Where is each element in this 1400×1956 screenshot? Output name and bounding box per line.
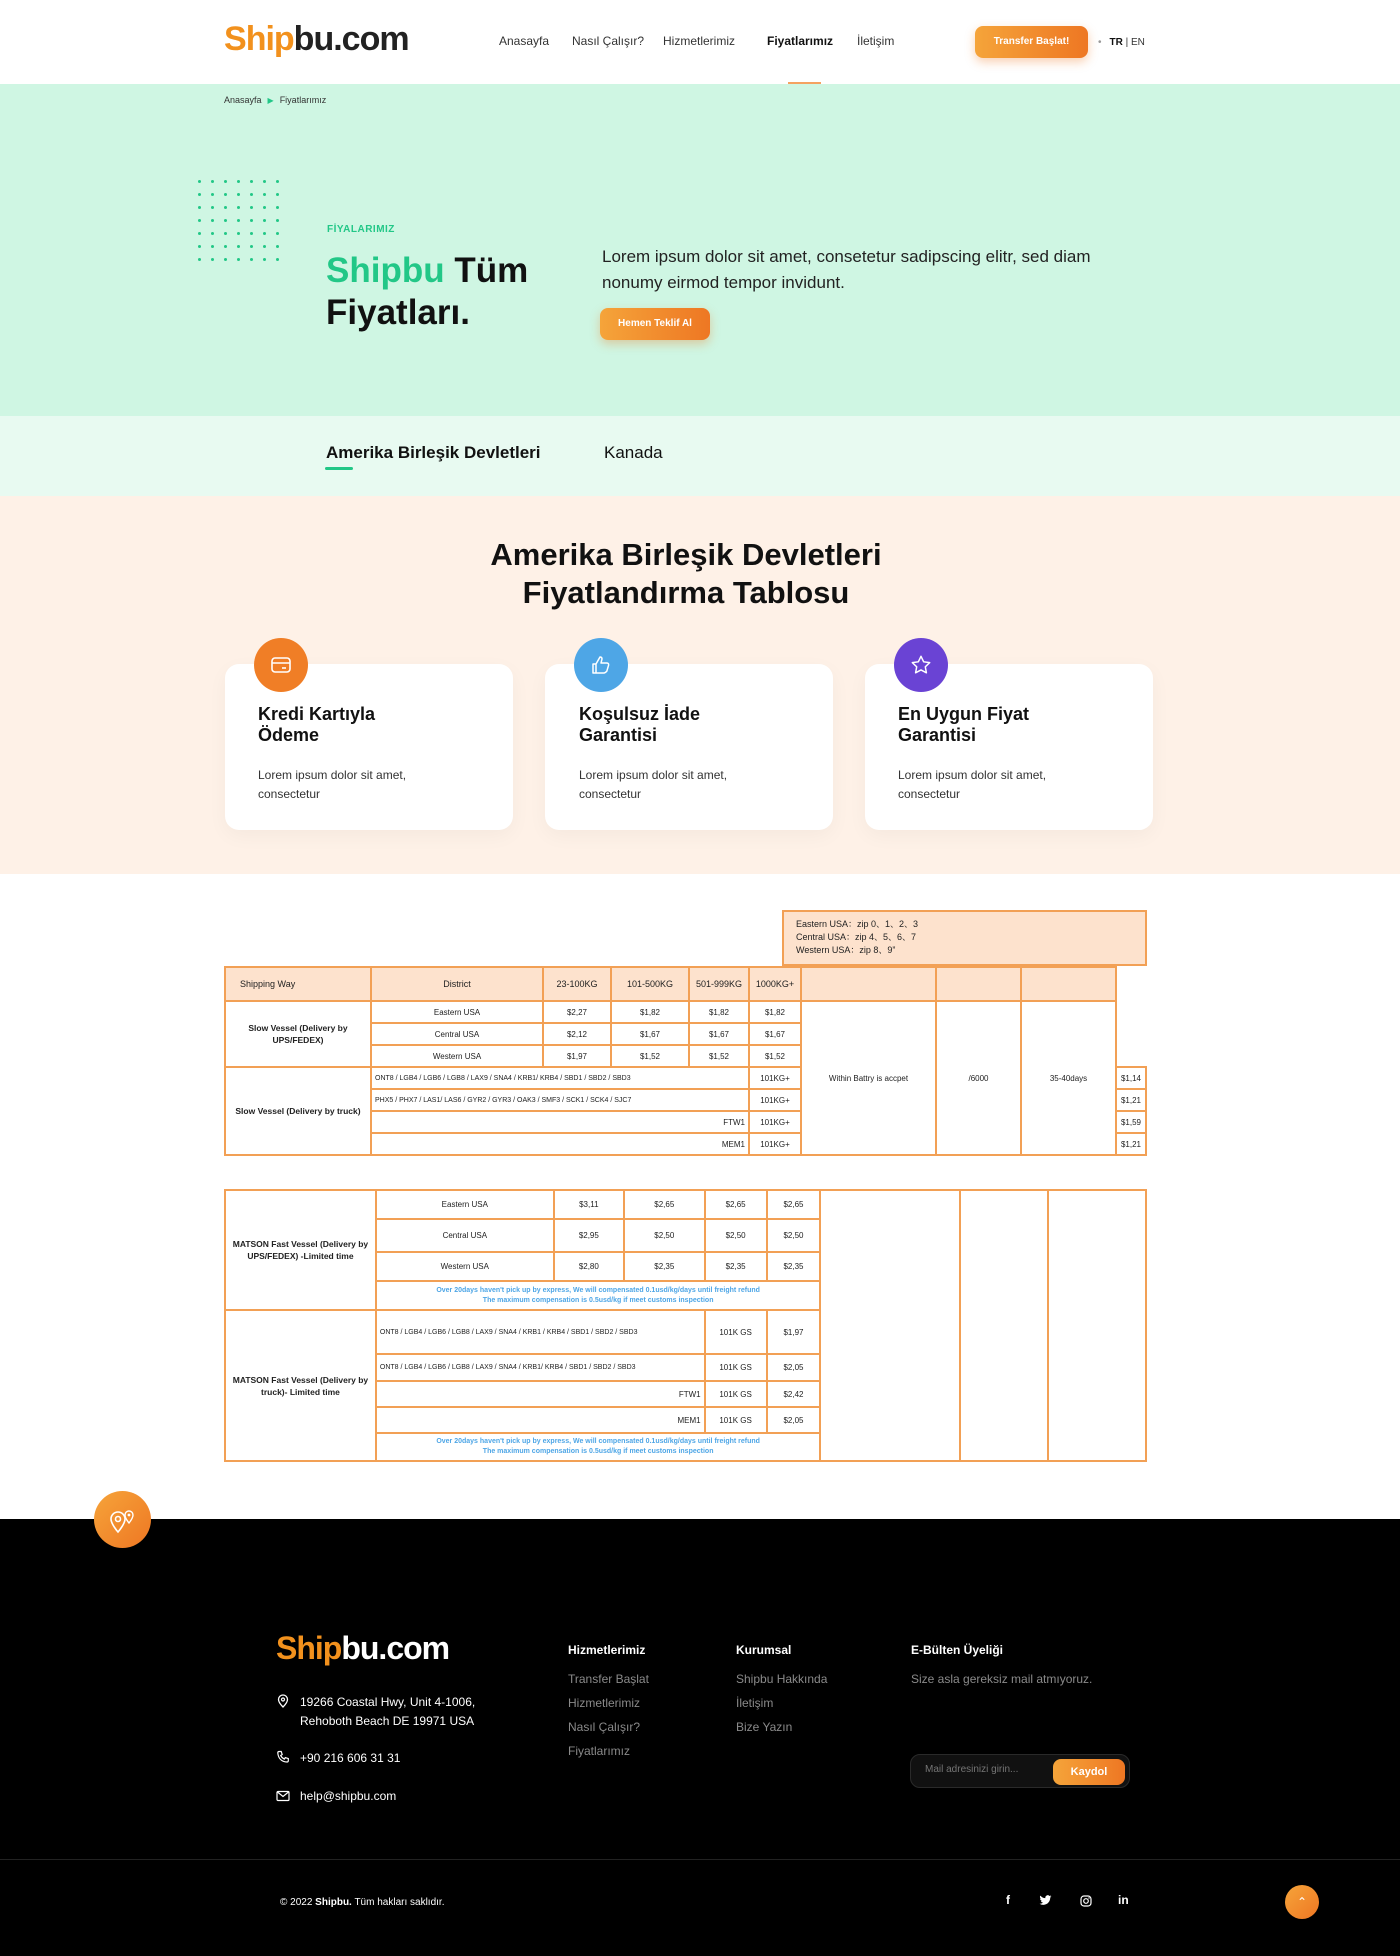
- chevron-up-icon: ⌃: [1296, 1895, 1308, 1909]
- table-cell: $2,50: [705, 1219, 767, 1252]
- site-footer: [0, 1519, 1400, 1956]
- pricing-title-line2: Fiyatlandırma Tablosu: [522, 575, 850, 610]
- table-cell: 101KG+: [749, 1133, 801, 1155]
- breadcrumb-home[interactable]: Anasayfa: [224, 95, 262, 105]
- decorative-dot: [237, 206, 240, 209]
- decorative-dot: [250, 219, 253, 222]
- table-cell: $2,35: [767, 1252, 821, 1281]
- feature-text-refund: Lorem ipsum dolor sit amet, consectetur: [579, 768, 728, 801]
- map-pin-icon: [108, 1506, 138, 1534]
- decorative-dot: [198, 180, 201, 183]
- tab-canada[interactable]: Kanada: [604, 443, 663, 462]
- footer-link-about[interactable]: Shipbu Hakkında: [736, 1672, 828, 1686]
- table-cell: $2,35: [624, 1252, 705, 1281]
- zip-zone-legend: [782, 910, 1147, 966]
- compensation-note: Over 20days haven't pick up by express, We will compensated 0.1usd/kg/days until freight refund The maximum compensation is 0.5usd/kg if meet customs inspection: [376, 1433, 820, 1461]
- decorative-dot: [211, 180, 214, 183]
- decorative-dot: [276, 232, 279, 235]
- star-icon: [894, 638, 948, 692]
- country-tabs: [0, 416, 1400, 496]
- hero-eyebrow: FİYALARIMIZ: [327, 224, 395, 235]
- table-cell: $2,27: [543, 1001, 611, 1023]
- logo-s: S: [224, 20, 246, 58]
- table-cell: 101KG+: [749, 1067, 801, 1089]
- feature-title-refund: Koşulsuz İade Garantisi: [579, 704, 701, 745]
- decorative-dot: [276, 180, 279, 183]
- header-shipping-way: Shipping Way: [225, 967, 371, 1001]
- table-cell: 101K GS: [705, 1310, 767, 1354]
- breadcrumb-current: Fiyatlarımız: [279, 95, 327, 105]
- table-cell: $1,82: [689, 1001, 749, 1023]
- table-cell: $1,67: [749, 1023, 801, 1045]
- table-cell: 101K GS: [705, 1354, 767, 1381]
- table-cell: $2,65: [705, 1190, 767, 1219]
- breadcrumb: [224, 95, 326, 105]
- footer-logo-s: S: [276, 1630, 297, 1666]
- lang-separator: |: [1122, 37, 1132, 48]
- decorative-dot: [250, 193, 253, 196]
- compensation-note: Over 20days haven't pick up by express, We will compensated 0.1usd/kg/days until freight refund The maximum compensation is 0.5usd/kg if meet customs inspection: [376, 1281, 820, 1310]
- table-cell: Eastern USA: [376, 1190, 554, 1219]
- footer-link-prices[interactable]: Fiyatlarımız: [568, 1744, 631, 1758]
- logo-bu: bu.com: [293, 20, 409, 58]
- table-cell: $1,59: [1116, 1111, 1146, 1133]
- table-cell: $1,52: [749, 1045, 801, 1067]
- header-1000kg: 1000KG+: [749, 967, 801, 1001]
- decorative-dot: [250, 232, 253, 235]
- volume-cell: /6000: [936, 1001, 1021, 1155]
- hero-title-rest: Tüm: [444, 251, 529, 290]
- language-switcher: [1098, 37, 1145, 48]
- decorative-dot: [276, 245, 279, 248]
- price-table-matson: [224, 1189, 1147, 1462]
- empty-cell: [1048, 1190, 1146, 1461]
- decorative-dot: [224, 245, 227, 248]
- header-23-100kg: 23-100KG: [543, 967, 611, 1001]
- feature-text-price: Lorem ipsum dolor sit amet, consectetur: [898, 768, 1047, 801]
- table-cell: $1,52: [689, 1045, 749, 1067]
- decorative-dot: [263, 245, 266, 248]
- newsletter-form: [910, 1754, 1130, 1788]
- table-cell: ONT8 / LGB4 / LGB6 / LGB8 / LAX9 / SNA4 / KRB1 / KRB4 / SBD1 / SBD2 / SBD3: [376, 1310, 705, 1354]
- table-cell: $1,97: [543, 1045, 611, 1067]
- table-cell: ONT8 / LGB4 / LGB6 / LGB8 / LAX9 / SNA4 / KRB1/ KRB4 / SBD1 / SBD2 / SBD3: [376, 1354, 705, 1381]
- empty-cell: [820, 1190, 960, 1461]
- footer-corporate-title: Kurumsal: [736, 1643, 792, 1657]
- decorative-dot: [263, 193, 266, 196]
- table-cell: Western USA: [371, 1045, 543, 1067]
- table-cell: FTW1: [371, 1111, 749, 1133]
- table-cell: $2,65: [624, 1190, 705, 1219]
- table-cell: $3,11: [554, 1190, 624, 1219]
- breadcrumb-arrow-icon: ▶: [267, 96, 274, 105]
- table-cell: $2,35: [705, 1252, 767, 1281]
- header-district: District: [371, 967, 543, 1001]
- empty-cell: [960, 1190, 1048, 1461]
- decorative-dot: [276, 258, 279, 261]
- footer-link-write[interactable]: Bize Yazın: [736, 1720, 793, 1734]
- decorative-dot: [263, 219, 266, 222]
- footer-logo[interactable]: [276, 1630, 449, 1667]
- decorative-dot: [237, 193, 240, 196]
- decorative-dot: [198, 245, 201, 248]
- table-cell: MEM1: [371, 1133, 749, 1155]
- table-cell: $2,65: [767, 1190, 821, 1219]
- nav-contact[interactable]: İletişim: [857, 34, 895, 48]
- scroll-to-top-button[interactable]: [1285, 1885, 1319, 1919]
- zone-western: Western USA：zip 8、9”: [796, 945, 896, 955]
- header-empty-2: [936, 967, 1021, 1001]
- decorative-dot: [237, 232, 240, 235]
- table-cell: $2,50: [624, 1219, 705, 1252]
- decorative-dot: [224, 258, 227, 261]
- decorative-dot: [211, 206, 214, 209]
- footer-logo-bu: bu.com: [341, 1630, 450, 1666]
- header-empty-1: [801, 967, 936, 1001]
- footer-link-how[interactable]: Nasıl Çalışır?: [568, 1720, 641, 1734]
- decorative-dot: [224, 232, 227, 235]
- twitter-icon[interactable]: [1039, 1893, 1052, 1909]
- decorative-dot: [198, 206, 201, 209]
- table-cell: Central USA: [371, 1023, 543, 1045]
- table-cell: PHX5 / PHX7 / LAS1/ LAS6 / GYR2 / GYR3 / OAK3 / SMF3 / SCK1 / SCK4 / SJC7: [371, 1089, 749, 1111]
- nav-home[interactable]: Anasayfa: [499, 34, 550, 48]
- footer-link-transfer[interactable]: Transfer Başlat: [568, 1672, 649, 1686]
- hero-title-brand: Shipbu: [326, 251, 445, 290]
- credit-card-icon: [254, 638, 308, 692]
- nav-prices[interactable]: Fiyatlarımız: [767, 34, 834, 48]
- nav-how-it-works[interactable]: Nasıl Çalışır?: [572, 34, 645, 48]
- footer-logo-hip: hip: [296, 1630, 342, 1666]
- table-cell: Central USA: [376, 1219, 554, 1252]
- table-cell: 101KG+: [749, 1089, 801, 1111]
- decorative-dot: [211, 245, 214, 248]
- header-empty-3: [1021, 967, 1116, 1001]
- lang-tr[interactable]: TR: [1109, 37, 1123, 48]
- decorative-dot: [224, 180, 227, 183]
- decorative-dot: [237, 258, 240, 261]
- table-cell: 101K GS: [705, 1407, 767, 1433]
- instagram-icon[interactable]: [1080, 1893, 1092, 1910]
- decorative-dot: [237, 245, 240, 248]
- zone-eastern: Eastern USA：zip 0、1、2、3: [796, 919, 919, 929]
- table-cell: FTW1: [376, 1381, 705, 1407]
- dot-pattern: [198, 180, 288, 266]
- table-cell: $1,67: [689, 1023, 749, 1045]
- logo[interactable]: [224, 20, 409, 59]
- decorative-dot: [250, 180, 253, 183]
- footer-email[interactable]: help@shipbu.com: [300, 1789, 397, 1803]
- table-cell: $2,42: [767, 1381, 821, 1407]
- table-cell: $2,95: [554, 1219, 624, 1252]
- decorative-dot: [224, 206, 227, 209]
- get-quote-button[interactable]: Hemen Teklif Al: [600, 308, 710, 340]
- table-cell: Western USA: [376, 1252, 554, 1281]
- lang-dot: •: [1098, 37, 1102, 48]
- decorative-dot: [250, 258, 253, 261]
- table-cell: $2,05: [767, 1354, 821, 1381]
- newsletter-email-input[interactable]: [925, 1764, 1035, 1775]
- copyright: © 2022 Shipbu. Tüm hakları saklıdır.: [280, 1897, 445, 1908]
- decorative-dot: [211, 193, 214, 196]
- decorative-dot: [263, 180, 266, 183]
- table-cell: $1,82: [611, 1001, 689, 1023]
- pricing-table-title: [0, 536, 1372, 612]
- decorative-dot: [263, 206, 266, 209]
- table-cell: Eastern USA: [371, 1001, 543, 1023]
- pricing-title-line1: Amerika Birleşik Devletleri: [490, 537, 882, 572]
- table-cell: $1,21: [1116, 1089, 1146, 1111]
- footer-link-contact[interactable]: İletişim: [736, 1696, 774, 1710]
- footer-link-services[interactable]: Hizmetlerimiz: [568, 1696, 640, 1710]
- footer-phone[interactable]: +90 216 606 31 31: [300, 1751, 401, 1765]
- row-label-slow-ups: Slow Vessel (Delivery by UPS/FEDEX): [225, 1001, 371, 1067]
- footer-services-title: Hizmetlerimiz: [568, 1643, 646, 1657]
- table-cell: $1,21: [1116, 1133, 1146, 1155]
- footer-newsletter-title: E-Bülten Üyeliği: [911, 1643, 1004, 1657]
- decorative-dot: [250, 245, 253, 248]
- zone-central: Central USA：zip 4、5、6、7: [796, 932, 917, 942]
- decorative-dot: [224, 219, 227, 222]
- decorative-dot: [263, 232, 266, 235]
- battery-cell: Within Battry is accpet: [801, 1001, 936, 1155]
- transfer-start-button[interactable]: Transfer Başlat!: [975, 26, 1088, 58]
- mail-icon: [276, 1789, 290, 1803]
- decorative-dot: [237, 180, 240, 183]
- table-header-row: [225, 967, 1146, 1001]
- table-cell: $2,80: [554, 1252, 624, 1281]
- logo-hip: hip: [245, 20, 294, 58]
- table-cell: MEM1: [376, 1407, 705, 1433]
- decorative-dot: [211, 258, 214, 261]
- price-table-slow: [224, 966, 1147, 1156]
- decorative-dot: [276, 193, 279, 196]
- footer-divider: [0, 1859, 1400, 1860]
- table-row: [225, 1190, 1146, 1219]
- footer-newsletter-text: Size asla gereksiz mail atmıyoruz.: [911, 1672, 1093, 1686]
- decorative-dot: [198, 219, 201, 222]
- decorative-dot: [211, 232, 214, 235]
- tab-usa[interactable]: Amerika Birleşik Devletleri: [326, 443, 541, 462]
- decorative-dot: [263, 258, 266, 261]
- transit-cell: 35-40days: [1021, 1001, 1116, 1155]
- nav-services[interactable]: Hizmetlerimiz: [663, 34, 735, 48]
- table-cell: $1,82: [749, 1001, 801, 1023]
- table-cell: $1,67: [611, 1023, 689, 1045]
- table-cell: $1,52: [611, 1045, 689, 1067]
- feature-title-price: En Uygun Fiyat Garantisi: [898, 704, 1030, 745]
- facebook-icon[interactable]: f: [1006, 1893, 1010, 1907]
- row-label-slow-truck: Slow Vessel (Delivery by truck): [225, 1067, 371, 1155]
- subscribe-button[interactable]: Kaydol: [1053, 1759, 1125, 1785]
- lang-en[interactable]: EN: [1131, 37, 1145, 48]
- map-pin-button[interactable]: [94, 1491, 151, 1548]
- decorative-dot: [198, 193, 201, 196]
- location-pin-icon: [276, 1694, 290, 1708]
- table-cell: $1,97: [767, 1310, 821, 1354]
- decorative-dot: [198, 258, 201, 261]
- hero-title-line2: Fiyatları.: [326, 293, 470, 332]
- table-cell: 101K GS: [705, 1381, 767, 1407]
- decorative-dot: [250, 206, 253, 209]
- decorative-dot: [276, 219, 279, 222]
- hero-title: [326, 250, 528, 334]
- table-cell: $2,05: [767, 1407, 821, 1433]
- hero-description: Lorem ipsum dolor sit amet, consetetur sadipscing elitr, sed diam nonumy eirmod tempor invidunt.: [602, 247, 1091, 292]
- phone-icon: [276, 1750, 290, 1764]
- decorative-dot: [198, 232, 201, 235]
- decorative-dot: [211, 219, 214, 222]
- decorative-dot: [237, 219, 240, 222]
- table-cell: $1,14: [1116, 1067, 1146, 1089]
- row-label-matson-truck: MATSON Fast Vessel (Delivery by truck)- Limited time: [225, 1310, 376, 1461]
- header-501-999kg: 501-999KG: [689, 967, 749, 1001]
- tab-active-indicator: [325, 467, 353, 470]
- thumbs-up-icon: [574, 638, 628, 692]
- decorative-dot: [276, 206, 279, 209]
- feature-text-credit: Lorem ipsum dolor sit amet, consectetur: [258, 768, 407, 801]
- decorative-dot: [224, 193, 227, 196]
- table-cell: $2,12: [543, 1023, 611, 1045]
- table-row: [225, 1001, 1146, 1023]
- table-cell: ONT8 / LGB4 / LGB6 / LGB8 / LAX9 / SNA4 / KRB1/ KRB4 / SBD1 / SBD2 / SBD3: [371, 1067, 749, 1089]
- linkedin-icon[interactable]: in: [1118, 1893, 1129, 1907]
- footer-address: 19266 Coastal Hwy, Unit 4-1006, Rehoboth Beach DE 19971 USA: [300, 1695, 476, 1728]
- row-label-matson-ups: MATSON Fast Vessel (Delivery by UPS/FEDEX) -Limited time: [225, 1190, 376, 1310]
- header-101-500kg: 101-500KG: [611, 967, 689, 1001]
- table-cell: 101KG+: [749, 1111, 801, 1133]
- feature-title-credit: Kredi Kartıyla Ödeme: [258, 704, 376, 745]
- table-cell: $2,50: [767, 1219, 821, 1252]
